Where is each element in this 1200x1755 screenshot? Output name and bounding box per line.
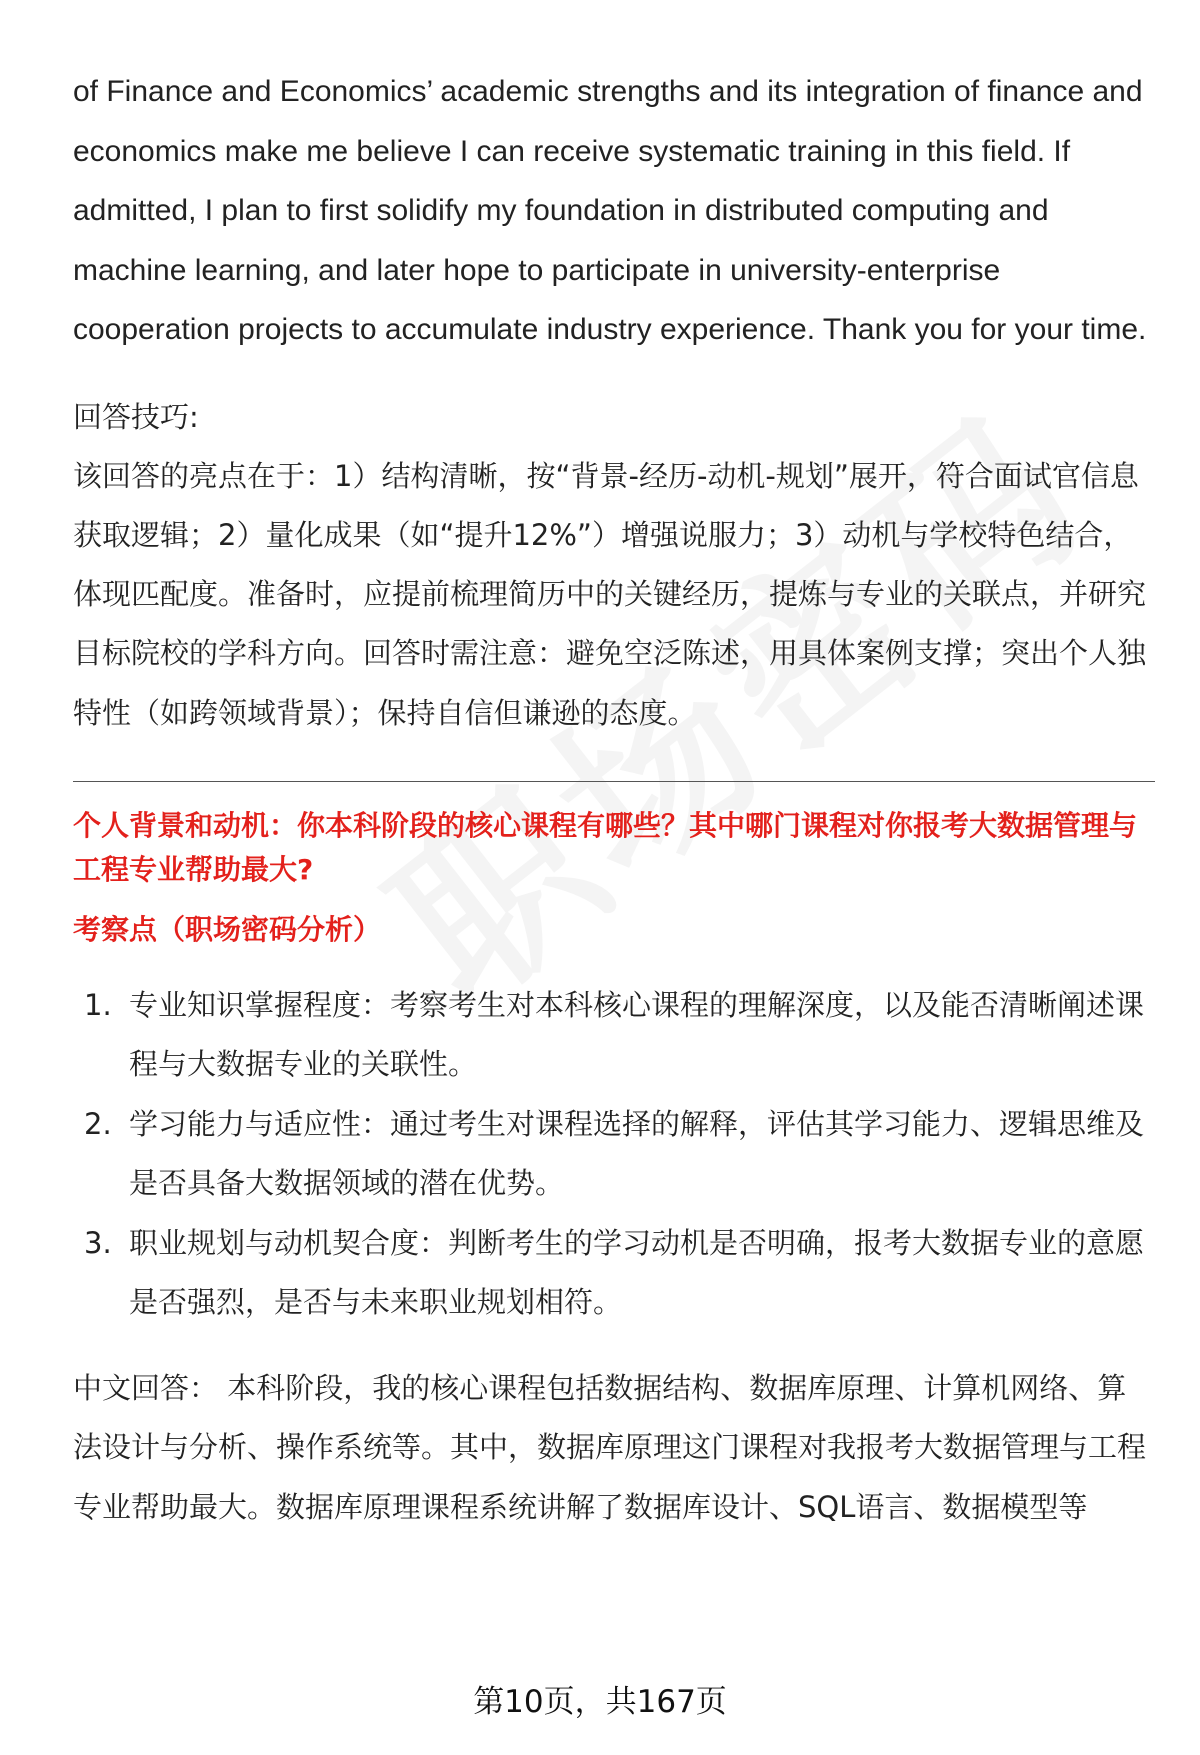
list-item (73, 1214, 1153, 1333)
list-number: 1. (84, 987, 112, 1022)
chinese-answer-text: 本科阶段，我的核心课程包括数据结构、数据库原理、计算机网络、算法设计与分析、操作系统等。其中，数据库原理这门课程对我报考大数据管理与工程专业帮助最大。数据库原理课程系统讲解了数据库设计、SQL语言、数据模型等 (73, 1370, 1147, 1524)
list-item-text: 专业知识掌握程度：考察考生对本科核心课程的理解深度，以及能否清晰阐述课程与大数据专业的关联性。 (129, 987, 1145, 1082)
page-number-footer: 第10页，共167页 (473, 1684, 727, 1720)
page-content (73, 62, 1153, 1537)
tips-body: 该回答的亮点在于：1）结构清晰，按“背景-经历-动机-规划”展开，符合面试官信息获取逻辑；2）量化成果（如“提升12%”）增强说服力；3）动机与学校特色结合，体现匹配度。准备时，应提前梳理简历中的关键经历，提炼与专业的关联点，并研究目标院校的学科方向。回答时需注意：避免空泛陈述，用具体案例支撑；突出个人独特性（如跨领域背景）；保持自信但谦逊的态度。 (73, 458, 1147, 730)
list-item (73, 976, 1153, 1095)
list-item (73, 1095, 1153, 1214)
chinese-answer-label: 中文回答： (73, 1370, 219, 1405)
tips-label: 回答技巧: (73, 399, 199, 434)
list-item-text: 学习能力与适应性：通过考生对课程选择的解释，评估其学习能力、逻辑思维及是否具备大数据领域的潜在优势。 (129, 1106, 1145, 1201)
exam-points-title: 考察点（职场密码分析） (73, 912, 382, 946)
chinese-answer (73, 1359, 1153, 1538)
list-number: 3. (84, 1225, 112, 1260)
list-number: 2. (84, 1106, 112, 1141)
section-divider (73, 781, 1155, 782)
english-answer-paragraph: of Finance and Economics’ academic strengths and its integration of finance and economics make me believe I can receive systematic training in this field. If admitted, I plan to first solidify my foundation in distributed computing and machine learning, and later hope to participate in university-enterprise cooperation projects to accumulate industry experience. Thank you for your time. (73, 75, 1147, 346)
list-item-text: 职业规划与动机契合度：判断考生的学习动机是否明确，报考大数据专业的意愿是否强烈，是否与未来职业规划相符。 (129, 1225, 1145, 1320)
exam-points-list (73, 976, 1153, 1333)
question-heading: 个人背景和动机：你本科阶段的核心课程有哪些？其中哪门课程对你报考大数据管理与工程专业帮助最大? (73, 808, 1138, 886)
